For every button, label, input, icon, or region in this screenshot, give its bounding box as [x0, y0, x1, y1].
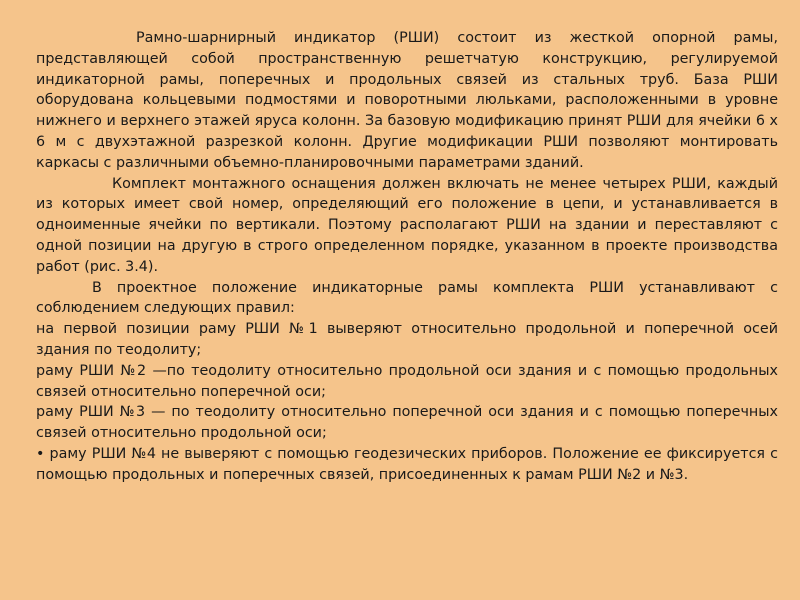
paragraph-installation-rules-intro: В проектное положение индикаторные рамы комплекта РШИ устанавливают с соблюдением следующих правил: — [36, 279, 778, 317]
rule-rshi-4: • раму РШИ №4 не выверяют с помощью геодезических приборов. Положение ее фиксируется с помощью продольных и поперечных связей, присоединенных к рамам РШИ №2 и №3. — [36, 445, 778, 483]
rule-rshi-3: раму РШИ №3 — по теодолиту относительно поперечной оси здания и с помощью поперечных связей относительно продольной оси; — [36, 404, 778, 442]
rule-rshi-2: раму РШИ №2 —по теодолиту относительно продольной оси здания и с помощью продольных связей относительно поперечной оси; — [36, 362, 778, 400]
paragraph-equipment-set: Комплект монтажного оснащения должен включать не менее четырех РШИ, каждый из которых имеет свой номер, определяющий его положение в цепи, и устанавливается в одноименные ячейки по вертикали. Поэтому располагают РШИ на здании и переставляют с одной позиции на другую в строго определенном порядке, указанном в проекте производства работ (рис. 3.4). — [36, 175, 778, 275]
paragraph-rshi-description: Рамно-шарнирный индикатор (РШИ) состоит из жесткой опорной рамы, представляющей собой пространственную решетчатую конструкцию, регулируемой индикаторной рамы, поперечных и продольных связей из стальных труб. База РШИ оборудована кольцевыми подмостями и поворотными люльками, расположенными в уровне нижнего и верхнего этажей яруса колонн. За базовую модификацию принят РШИ для ячейки 6 х 6 м с двухэтажной разрезкой колонн. Другие модификации РШИ позволяют монтировать каркасы с различными объемно-планировочными параметрами зданий. — [36, 30, 778, 171]
rule-rshi-1: на первой позиции раму РШИ №1 выверяют относительно продольной и поперечной осей здания по теодолиту; — [36, 321, 778, 358]
